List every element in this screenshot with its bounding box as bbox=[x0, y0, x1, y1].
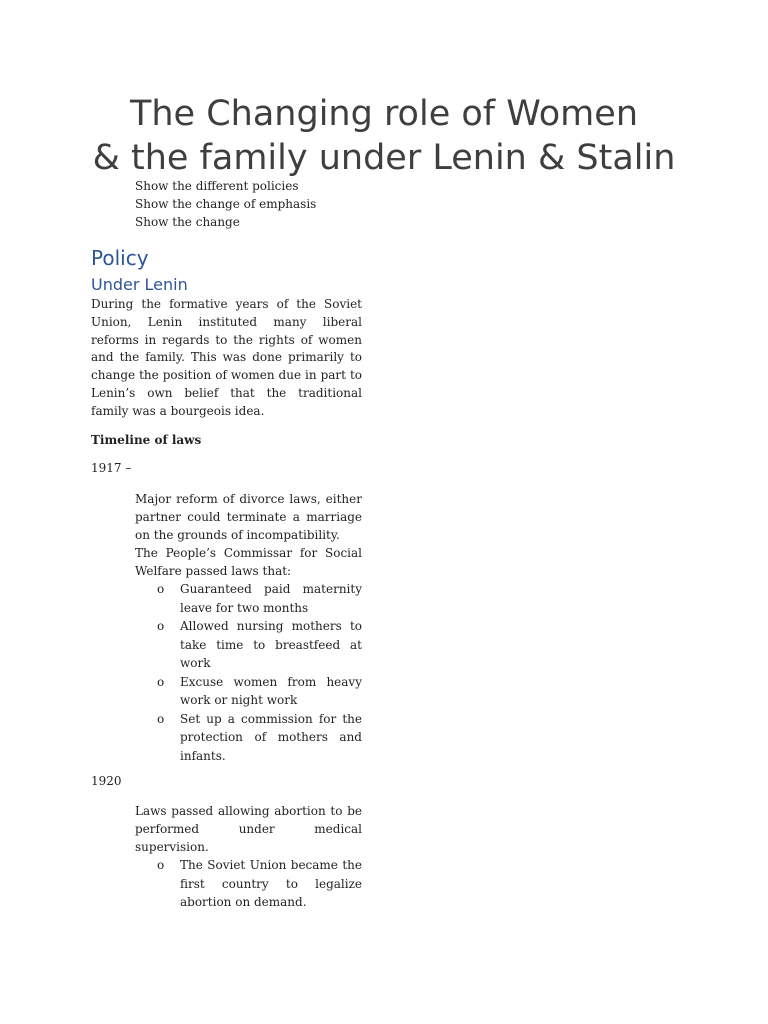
year-1917: 1917 – bbox=[91, 461, 132, 475]
year-1920: 1920 bbox=[91, 774, 122, 788]
sub-bullet-icon: o bbox=[157, 582, 165, 596]
timeline-heading: Timeline of laws bbox=[91, 433, 202, 447]
lenin-paragraph: During the formative years of the Soviet Union, Lenin instituted many liberal reforms in regards to the rights of women and the family. This was done primarily to change the position of women due in part to Lenin’s own belief that the traditional family was a bourgeois idea. bbox=[91, 297, 362, 418]
laws-1917-list bbox=[91, 490, 362, 765]
welfare-laws-list bbox=[135, 580, 362, 765]
list-item: Laws passed allowing abortion to be performed under medical supervision. o The Soviet Union became the first country to legalize abortion on demand. bbox=[91, 802, 362, 912]
sub-bullet-icon: o bbox=[157, 619, 165, 633]
list-item: Show the different policies bbox=[135, 179, 299, 193]
list-item: o Allowed nursing mothers to take time to breastfeed at work bbox=[157, 619, 362, 670]
list-item: The People’s Commissar for Social Welfare passed laws that: o Guaranteed paid maternity leave for two months o Allowed nursing mothers to take time to breastfeed at work o Excuse women from heavy work or night work o Set up a commission for the protection of mothers and infants. bbox=[91, 544, 362, 765]
policy-heading: Policy bbox=[91, 246, 149, 270]
list-item: Major reform of divorce laws, either partner could terminate a marriage on the grounds of incompatibility. bbox=[135, 492, 362, 542]
sub-bullet-icon: o bbox=[157, 674, 165, 689]
sub-bullet-icon: o bbox=[157, 711, 165, 726]
laws-1920-list bbox=[91, 802, 362, 912]
title-line-2: & the family under Lenin & Stalin bbox=[92, 138, 676, 178]
intro-bullet-list bbox=[91, 177, 362, 231]
document-title bbox=[0, 92, 768, 180]
list-item: o The Soviet Union became the first country to legalize abortion on demand. bbox=[157, 858, 362, 909]
list-item: Show the change of emphasis bbox=[135, 197, 317, 211]
list-item: o Excuse women from heavy work or night work bbox=[157, 674, 362, 707]
sub-bullet-icon: o bbox=[157, 858, 165, 872]
list-item: o Set up a commission for the protection of mothers and infants. bbox=[157, 711, 362, 763]
list-item: o Guaranteed paid maternity leave for two months bbox=[157, 582, 362, 615]
title-line-1: The Changing role of Women bbox=[130, 94, 638, 134]
under-lenin-heading: Under Lenin bbox=[91, 275, 188, 294]
abortion-sub-list bbox=[135, 856, 362, 912]
list-item: Show the change bbox=[135, 215, 240, 229]
